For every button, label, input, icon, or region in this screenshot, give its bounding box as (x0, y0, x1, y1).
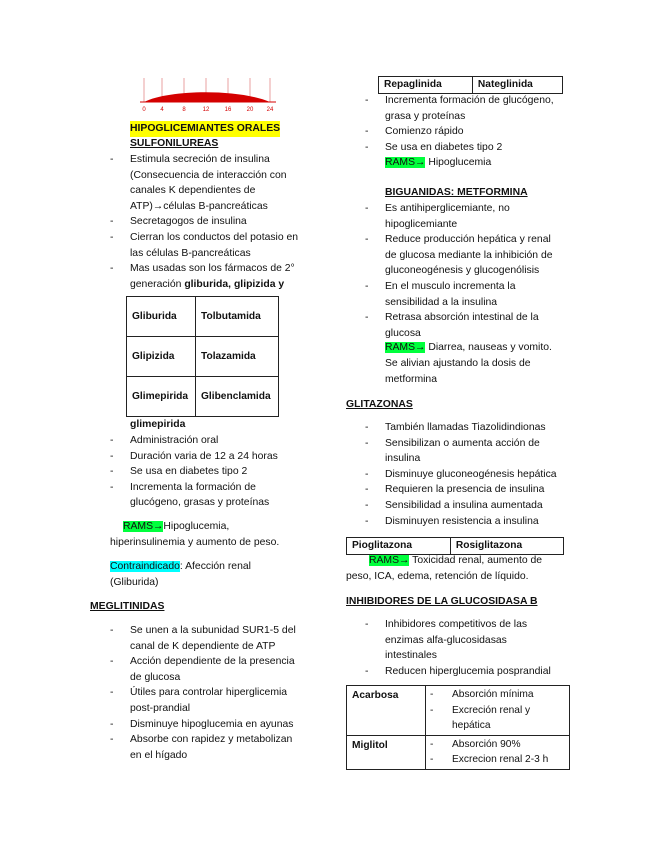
bullet-dash: - (110, 734, 114, 746)
list-text: post-prandial (130, 702, 191, 714)
bullet-dash: - (365, 312, 369, 324)
meglitinidas-list-2 (365, 93, 575, 155)
rams-line (369, 553, 542, 569)
glitazonas-table (346, 537, 564, 555)
list-text: ATP)→células B-pancreáticas (130, 200, 268, 212)
list-item (110, 732, 320, 763)
table-cell (426, 735, 570, 769)
list-item (365, 498, 580, 514)
table-cell (426, 686, 570, 736)
list-text: Es antihiperglicemiante, no (385, 203, 510, 214)
rams-text: Hipoglucemia (428, 157, 492, 168)
bullet-dash: - (365, 126, 369, 138)
bullet-dash: - (110, 718, 114, 730)
list-item (365, 482, 580, 498)
bullet-dash: - (110, 263, 114, 275)
list-item (365, 420, 580, 436)
list-item (365, 664, 575, 680)
list-item (365, 201, 575, 232)
list-text: hipoglicemiante (385, 218, 458, 230)
tick-label: 8 (182, 107, 186, 113)
list-text: Excrecion renal 2-3 h (452, 754, 549, 766)
list-item (110, 214, 320, 230)
tick-label: 16 (224, 107, 232, 113)
list-item (110, 654, 320, 685)
list-item (365, 232, 575, 279)
bullet-dash: - (110, 466, 114, 478)
list-text: canal de K dependiente de ATP (130, 640, 276, 652)
list-text: (Consecuencia de interacción con (130, 169, 287, 181)
list-item (365, 93, 575, 124)
table-cell: Glipizida (127, 337, 196, 377)
bullet-dash: - (110, 435, 114, 446)
bullet-dash: - (365, 499, 369, 511)
list-item (110, 449, 320, 465)
list-text: Se unen a la subunidad SUR1-5 del (130, 625, 296, 636)
table-cell: Miglitol (347, 735, 426, 769)
glucosidasa-table (346, 685, 570, 770)
rams-text-2: Se alivian ajustando la dosis de (385, 358, 531, 369)
list-text: Se usa en diabetes tipo 2 (130, 466, 248, 478)
list-item (110, 230, 320, 261)
list-text: intestinales (385, 650, 437, 662)
list-text: de glucosa (130, 671, 181, 683)
rams-line (123, 519, 229, 535)
bullet-dash: - (110, 216, 114, 228)
list-text: Sensibilidad a insulina aumentada (385, 499, 543, 511)
glitazonas-list (365, 420, 580, 529)
list-text: Disminuye gluconeogénesis hepática (385, 468, 557, 480)
rams-text: Toxicidad renal, aumento de (412, 555, 543, 566)
list-text: hepática (452, 720, 491, 732)
list-text: en el hígado (130, 749, 188, 761)
bullet-dash: - (365, 619, 369, 630)
list-text: Inhibidores competitivos de las (385, 619, 528, 630)
duration-chart (140, 74, 278, 114)
list-item (365, 124, 575, 140)
list-item (365, 514, 580, 530)
list-text: glucosa (385, 327, 421, 339)
list-item (365, 279, 575, 310)
list-item (110, 152, 320, 214)
bullet-dash: - (365, 437, 369, 449)
list-text: Absorción 90% (452, 738, 521, 750)
rams-line (385, 340, 552, 356)
list-text: Absorbe con rapidez y metabolizan (130, 734, 293, 746)
tick-label: 20 (246, 107, 254, 113)
sulfonilureas-list-2 (110, 433, 320, 511)
contraindicado-line (110, 559, 251, 575)
list-item (110, 464, 320, 480)
list-text: glucógeno, grasas y proteínas (130, 497, 270, 509)
list-item (365, 140, 575, 156)
list-text: Se usa en diabetes tipo 2 (385, 141, 503, 153)
list-text: Cierran los conductos del potasio en (130, 231, 299, 243)
table-cell: Gliburida (127, 297, 196, 337)
list-text: generación gliburida, glipizida y (130, 278, 285, 290)
table-cell: Acarbosa (347, 686, 426, 736)
heading-biguanidas: BIGUANIDAS: METFORMINA (385, 187, 528, 198)
list-item: - Absorción 90% (430, 738, 521, 750)
list-text: Disminuyen resistencia a insulina (385, 515, 539, 527)
rams-text-3: metformina (385, 374, 437, 385)
list-item (110, 685, 320, 716)
list-text: También llamadas Tiazolidindionas (385, 422, 546, 433)
biguanidas-list (365, 201, 575, 341)
bullet-dash: - (110, 481, 114, 493)
list-text: Útiles para controlar hiperglicemia (130, 687, 288, 699)
bullet-dash: - (365, 484, 369, 496)
list-text: Incrementa formación de glucógeno, (385, 95, 554, 106)
bullet-dash: - (365, 515, 369, 527)
list-text: grasa y proteínas (385, 110, 466, 122)
list-text: canales K dependientes de (130, 185, 256, 197)
list-item (110, 623, 320, 654)
tick-label: 24 (266, 107, 274, 113)
list-item (365, 310, 575, 341)
list-text: insulina (385, 453, 421, 465)
rams-text: Diarrea, nauseas y vomito. (428, 342, 552, 353)
bullet-dash: - (365, 141, 369, 153)
list-text: Disminuye hipoglucemia en ayunas (130, 718, 294, 730)
rams-text-2: peso, ICA, edema, retención de líquido. (346, 571, 529, 582)
tick-label: 12 (202, 107, 210, 113)
bullet-dash: - (365, 203, 369, 214)
list-item (110, 717, 320, 733)
list-text: Secretagogos de insulina (130, 216, 247, 228)
duration-curve (144, 92, 270, 102)
list-text: Administración oral (130, 435, 219, 446)
heading-inhibidores: INHIBIDORES DE LA GLUCOSIDASA B (346, 596, 538, 607)
tick-label: 0 (142, 107, 146, 113)
sulfonilureas-list (110, 152, 320, 292)
sulfonilureas-table (126, 296, 279, 417)
repaglinida-table (378, 76, 563, 94)
list-item (110, 433, 320, 449)
list-item (365, 467, 580, 483)
bullet-dash: - (110, 625, 114, 636)
bullet-dash: - (110, 154, 114, 165)
list-text: Requieren la presencia de insulina (385, 484, 545, 496)
list-text: En el musculo incrementa la (385, 280, 516, 292)
glimepirida-text: glimepirida (130, 419, 186, 430)
list-item (365, 617, 575, 664)
table-cell: Glibenclamida (196, 377, 279, 417)
bullet-dash: - (365, 665, 369, 677)
table-cell: Nateglinida (472, 77, 562, 94)
inhibidores-list (365, 617, 575, 679)
meglitinidas-list (110, 623, 320, 763)
bullet-dash: - (365, 95, 369, 106)
list-item (110, 261, 320, 292)
list-item (110, 480, 320, 511)
bullet-dash: - (365, 422, 369, 433)
list-text: Comienzo rápido (385, 126, 464, 138)
bullet-dash: - (110, 687, 114, 699)
list-text: enzimas alfa-glucosidasas (385, 634, 507, 646)
list-text: gluconeogénesis y glucogenólisis (385, 265, 540, 277)
list-text: Absorción mínima (452, 689, 534, 700)
table-cell: Repaglinida (379, 77, 473, 94)
rams-text-2: hiperinsulinemia y aumento de peso. (110, 537, 280, 548)
list-text: Estimula secreción de insulina (130, 154, 270, 165)
bullet-dash: - (110, 450, 114, 462)
list-text: Excreción renal y (452, 704, 531, 716)
tick-label: 4 (160, 107, 164, 113)
table-cell: Tolbutamida (196, 297, 279, 337)
table-cell: Pioglitazona (347, 538, 451, 555)
contraindicado-text-2: (Gliburida) (110, 577, 159, 588)
list-text: Incrementa la formación de (130, 481, 256, 493)
list-text: Reduce producción hepática y renal (385, 234, 551, 246)
list-text: las células B-pancreáticas (130, 247, 251, 259)
list-text: Reducen hiperglucemia posprandial (385, 665, 551, 677)
heading-meglitinidas: MEGLITINIDAS (90, 601, 165, 612)
rams-line (385, 155, 491, 171)
table-cell: Glimepirida (127, 377, 196, 417)
contraindicado-label: Contraindicado (110, 561, 180, 572)
table-cell: Tolazamida (196, 337, 279, 377)
bullet-dash: - (365, 234, 369, 246)
list-item: - Absorción mínima (430, 689, 534, 700)
heading-sulfonilureas: SULFONILUREAS (130, 138, 219, 149)
list-text: Sensibilizan o aumenta acción de (385, 437, 540, 449)
list-text: sensibilidad a la insulina (385, 296, 498, 308)
list-item (365, 436, 580, 467)
duration-chart-figure (140, 74, 278, 114)
list-text: Acción dependiente de la presencia (130, 656, 295, 668)
bullet-dash: - (110, 656, 114, 668)
list-text: Mas usadas son los fármacos de 2° (130, 263, 295, 275)
bullet-dash: - (110, 231, 114, 243)
table-cell: Rosiglitazona (450, 538, 563, 555)
list-item: - Excrecion renal 2-3 h (430, 754, 549, 766)
contraindicado-text: : Afección renal (179, 561, 251, 572)
list-text: Duración varia de 12 a 24 horas (130, 450, 278, 462)
bullet-dash: - (365, 280, 369, 292)
list-text: Retrasa absorción intestinal de la (385, 312, 539, 324)
heading-glitazonas: GLITAZONAS (346, 399, 413, 410)
rams-text: Hipoglucemia, (163, 521, 230, 532)
heading-hipoglicemiantes: HIPOGLICEMIANTES ORALES (130, 121, 280, 137)
bullet-dash: - (365, 468, 369, 480)
list-text: de glucosa mediante la inhibición de (385, 249, 553, 261)
rams-label: RAMS→ (385, 342, 426, 353)
list-item: - Excreción renal y hepática (430, 704, 531, 732)
rams-label: RAMS→ (385, 157, 426, 168)
rams-label: RAMS→ (123, 521, 164, 532)
rams-label: RAMS→ (369, 555, 410, 566)
